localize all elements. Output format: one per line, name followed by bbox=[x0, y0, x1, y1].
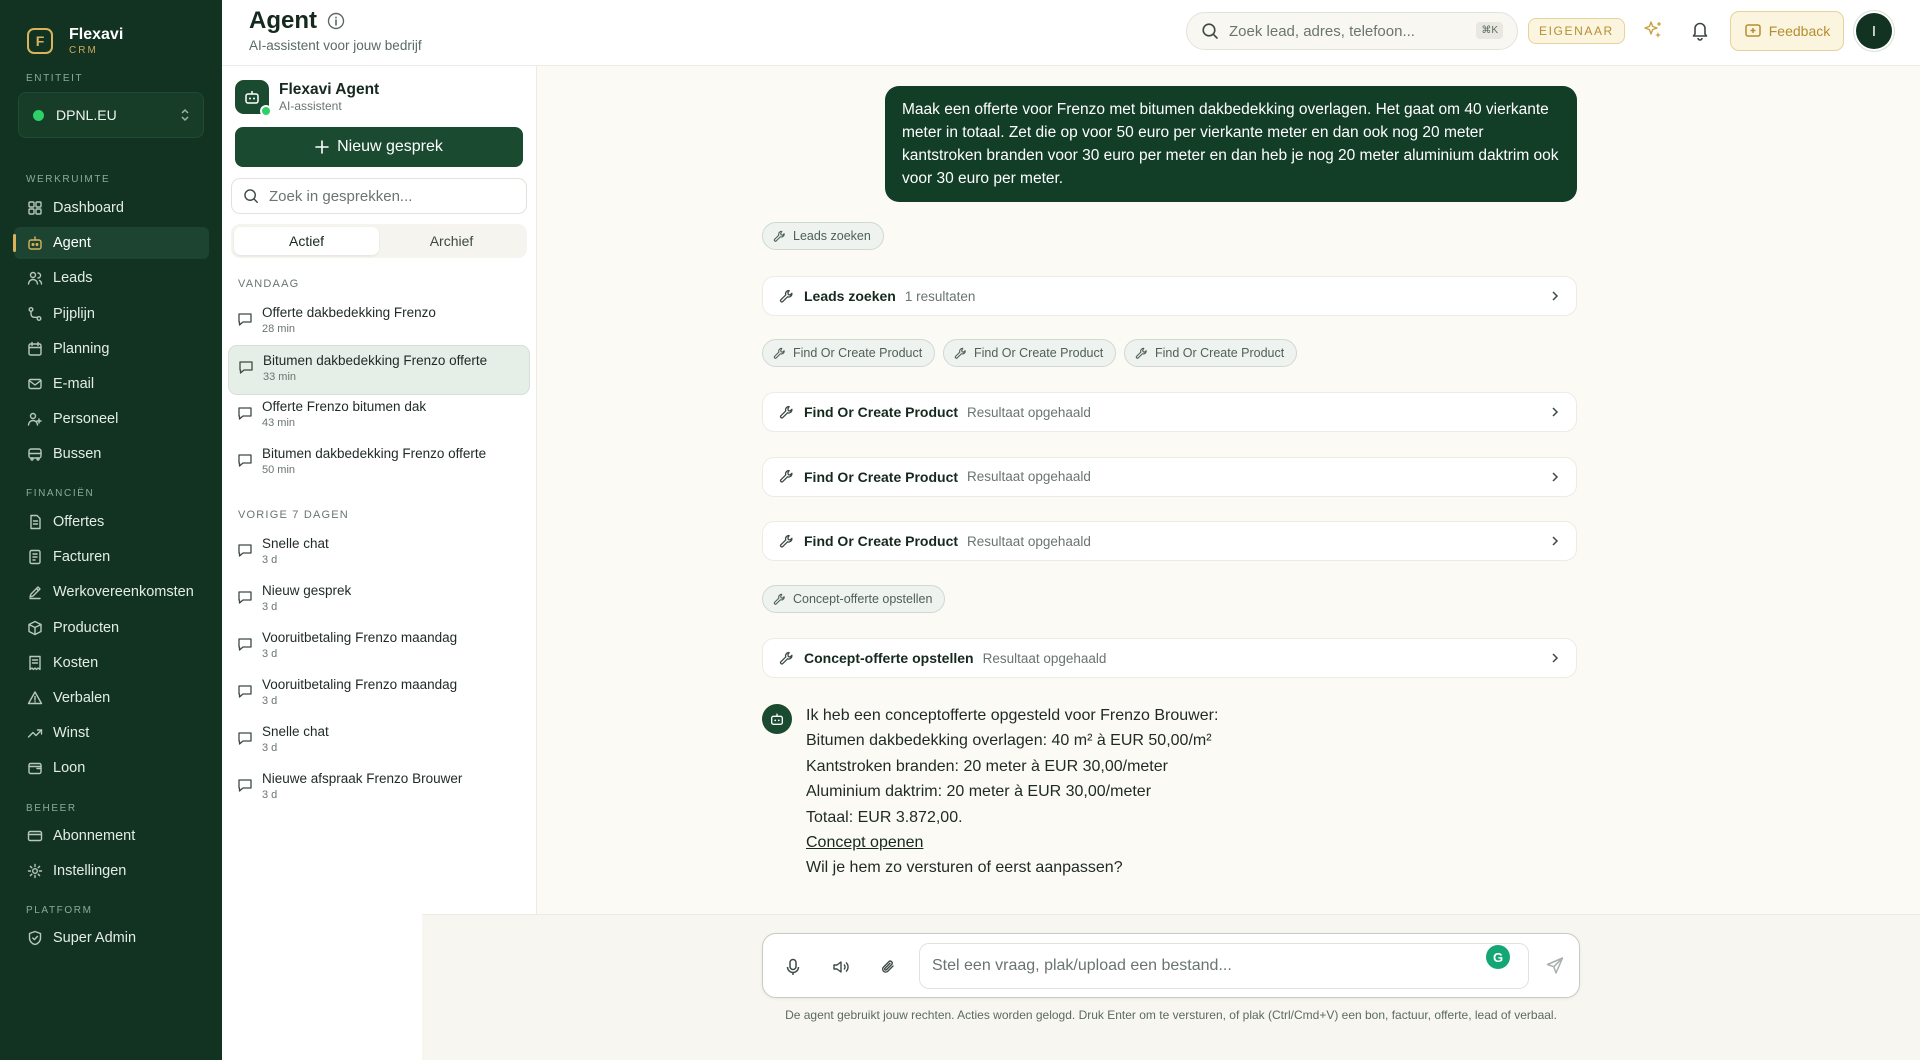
sidebar-item-instellingen[interactable] bbox=[14, 855, 209, 887]
chat-bubble-icon bbox=[237, 542, 253, 558]
users-icon bbox=[27, 270, 43, 286]
chat-thread bbox=[537, 66, 1920, 914]
nav-section-werkruimte: WERKRUIMTE bbox=[26, 174, 111, 185]
conversation-item[interactable] bbox=[228, 392, 530, 442]
sidebar bbox=[0, 0, 222, 1060]
sidebar-item-label: Agent bbox=[53, 235, 91, 252]
conversation-title: Nieuw gesprek bbox=[262, 583, 352, 598]
sidebar-item-e-mail[interactable] bbox=[14, 368, 209, 400]
sidebar-item-werkovereenkomsten[interactable] bbox=[14, 576, 209, 608]
tool-chip bbox=[943, 339, 1116, 367]
staff-icon bbox=[27, 411, 43, 427]
speaker-icon[interactable] bbox=[832, 958, 850, 976]
tool-status: Resultaat opgehaald bbox=[967, 404, 1091, 420]
agent-card bbox=[235, 80, 379, 114]
conversation-item[interactable] bbox=[228, 764, 530, 814]
sidebar-item-label: Super Admin bbox=[53, 930, 137, 946]
conversation-title: Offerte Frenzo bitumen dak bbox=[262, 399, 427, 414]
wrench-icon bbox=[954, 347, 967, 360]
receipt-icon bbox=[27, 655, 43, 671]
conversation-title: Offerte dakbedekking Frenzo bbox=[262, 305, 436, 320]
tool-result-card[interactable] bbox=[762, 392, 1577, 432]
sidebar-item-planning[interactable] bbox=[14, 333, 209, 365]
chat-bubble-icon bbox=[237, 452, 253, 468]
conversation-item[interactable] bbox=[228, 576, 530, 626]
entity-select[interactable] bbox=[18, 92, 204, 138]
conversation-item[interactable] bbox=[228, 345, 530, 395]
assistant-line: Totaal: EUR 3.872,00. bbox=[806, 808, 963, 826]
sidebar-item-label: Abonnement bbox=[53, 828, 136, 844]
global-search-input[interactable] bbox=[1229, 23, 1459, 40]
sidebar-item-label: Producten bbox=[53, 619, 120, 636]
tool-chip-label: Find Or Create Product bbox=[974, 346, 1104, 360]
conversation-item[interactable] bbox=[228, 717, 530, 767]
chat-bubble-icon bbox=[237, 405, 253, 421]
open-concept-link[interactable]: Concept openen bbox=[806, 834, 924, 852]
agent-name: Flexavi Agent bbox=[279, 81, 380, 98]
brand-name: Flexavi bbox=[69, 26, 124, 43]
chat-bubble-icon bbox=[237, 311, 253, 327]
bot-icon bbox=[27, 235, 43, 251]
sidebar-item-label: Planning bbox=[53, 340, 110, 357]
conversation-time: 3 d bbox=[262, 695, 278, 707]
send-icon[interactable] bbox=[1545, 955, 1565, 975]
conversation-time: 3 d bbox=[262, 648, 278, 660]
tool-name: Find Or Create Product bbox=[804, 468, 959, 485]
sidebar-item-label: Facturen bbox=[53, 549, 111, 566]
bot-icon bbox=[243, 88, 261, 106]
conversation-title: Bitumen dakbedekking Frenzo offerte bbox=[262, 446, 487, 461]
calendar-icon bbox=[27, 341, 43, 357]
assistant-line: Aluminium daktrim: 20 meter à EUR 30,00/meter bbox=[806, 783, 1152, 801]
tool-chip bbox=[762, 339, 935, 367]
tab-actief[interactable]: Actief bbox=[234, 227, 379, 255]
sidebar-item-facturen[interactable] bbox=[14, 541, 209, 573]
chat-bubble-icon bbox=[238, 359, 254, 375]
conversation-time: 3 d bbox=[262, 601, 278, 613]
conversation-item[interactable] bbox=[228, 529, 530, 579]
invoice-icon bbox=[27, 549, 43, 565]
tool-result-card[interactable] bbox=[762, 638, 1577, 678]
chat-bubble-icon bbox=[237, 777, 253, 793]
search-icon bbox=[1201, 22, 1219, 40]
sidebar-item-offertes[interactable] bbox=[14, 506, 209, 538]
tool-result-card[interactable] bbox=[762, 276, 1577, 316]
conversation-title: Snelle chat bbox=[262, 536, 329, 551]
wrench-icon bbox=[773, 593, 786, 606]
chevron-updown-icon bbox=[179, 107, 191, 123]
sidebar-item-label: Verbalen bbox=[53, 690, 111, 706]
conversation-title: Nieuwe afspraak Frenzo Brouwer bbox=[262, 771, 463, 786]
flexavi-logo-icon: F bbox=[27, 28, 53, 54]
tool-status: Resultaat opgehaald bbox=[982, 650, 1107, 666]
new-conversation-button[interactable] bbox=[235, 127, 523, 167]
status-dot-icon bbox=[33, 110, 44, 121]
message-composer bbox=[762, 933, 1580, 998]
tool-status: Resultaat opgehaald bbox=[967, 469, 1091, 484]
wrench-icon bbox=[779, 534, 794, 549]
conversation-time: 3 d bbox=[262, 789, 278, 801]
sidebar-item-winst[interactable] bbox=[14, 717, 209, 749]
trend-icon bbox=[27, 725, 43, 741]
conversation-panel bbox=[222, 66, 537, 1060]
tool-name: Concept-offerte opstellen bbox=[804, 650, 974, 666]
feedback-icon bbox=[1744, 22, 1762, 40]
wrench-icon bbox=[773, 347, 786, 360]
card-icon bbox=[27, 828, 43, 844]
chevron-right-icon bbox=[1548, 470, 1562, 484]
wrench-icon bbox=[779, 289, 794, 304]
tool-name: Find Or Create Product bbox=[804, 533, 959, 549]
sidebar-item-label: Loon bbox=[53, 760, 86, 777]
conversation-title: Vooruitbetaling Frenzo maandag bbox=[262, 677, 458, 692]
search-shortcut: ⌘K bbox=[1476, 22, 1503, 39]
shield-icon bbox=[27, 930, 43, 946]
new-conversation-label: Nieuw gesprek bbox=[337, 138, 443, 155]
pipeline-icon bbox=[27, 306, 43, 322]
conversation-item[interactable] bbox=[228, 298, 530, 348]
assistant-line: Bitumen dakbedekking overlagen: 40 m² à EUR 50,00/m² bbox=[806, 732, 1212, 750]
group-label-week: VORIGE 7 DAGEN bbox=[238, 509, 349, 521]
sidebar-item-label: Offertes bbox=[53, 514, 105, 530]
sidebar-item-label: Bussen bbox=[53, 446, 102, 463]
tool-chip bbox=[762, 585, 945, 613]
chevron-right-icon bbox=[1548, 534, 1562, 548]
assistant-message bbox=[806, 703, 1218, 881]
wrench-icon bbox=[779, 469, 794, 484]
sidebar-item-label: Kosten bbox=[53, 654, 99, 671]
sidebar-item-agent[interactable] bbox=[14, 227, 209, 259]
chat-bubble-icon bbox=[237, 683, 253, 699]
page-title-text: Agent bbox=[249, 7, 317, 34]
conversation-tabs bbox=[231, 224, 527, 258]
sidebar-item-leads[interactable] bbox=[14, 262, 209, 294]
sidebar-item-label: Leads bbox=[53, 270, 93, 287]
box-icon bbox=[27, 620, 43, 636]
agent-subtitle: AI-assistent bbox=[279, 99, 342, 113]
sidebar-item-abonnement[interactable] bbox=[14, 820, 209, 852]
feedback-label: Feedback bbox=[1768, 23, 1831, 39]
sidebar-item-kosten[interactable] bbox=[14, 647, 209, 679]
user-message: Maak een offerte voor Frenzo met bitumen dakbedekking overlagen. Het gaat om 40 vierkante meter in totaal. Zet die op voor 50 euro per vierkante meter en dan ook nog 20 meter kantstroken branden voor 30 euro per meter en dan heb je nog 20 meter aluminium daktrim ook voor 30 euro per meter. bbox=[885, 86, 1577, 202]
conversation-time: 50 min bbox=[262, 464, 296, 476]
page-title bbox=[249, 7, 345, 35]
sidebar-item-label: Werkovereenkomsten bbox=[53, 584, 194, 601]
wrench-icon bbox=[779, 651, 794, 666]
sidebar-item-label: E-mail bbox=[53, 376, 95, 392]
sidebar-item-personeel[interactable] bbox=[14, 403, 209, 435]
chevron-right-icon bbox=[1548, 651, 1562, 665]
conversation-time: 43 min bbox=[262, 417, 296, 429]
assistant-line: Ik heb een conceptofferte opgesteld voor Frenzo Brouwer: bbox=[806, 707, 1219, 724]
wrench-icon bbox=[779, 405, 794, 420]
conversation-title: Snelle chat bbox=[262, 724, 329, 739]
search-icon bbox=[243, 188, 259, 204]
conversation-time: 28 min bbox=[262, 323, 296, 335]
warning-icon bbox=[27, 690, 43, 706]
tool-chip-label: Find Or Create Product bbox=[1155, 346, 1285, 360]
top-header bbox=[222, 0, 1920, 66]
role-badge: EIGENAAR bbox=[1528, 18, 1625, 44]
tool-result-card[interactable] bbox=[762, 457, 1577, 497]
chat-bubble-icon bbox=[237, 636, 253, 652]
tool-chip-label: Leads zoeken bbox=[793, 229, 871, 243]
conversation-item[interactable] bbox=[228, 623, 530, 673]
tab-archief[interactable]: Archief bbox=[429, 233, 474, 249]
bot-icon bbox=[769, 711, 785, 727]
sidebar-item-super-admin[interactable] bbox=[14, 922, 209, 954]
wrench-icon bbox=[773, 230, 786, 243]
group-label-today: VANDAAG bbox=[238, 278, 300, 290]
sidebar-item-verbalen[interactable] bbox=[14, 682, 209, 714]
plus-icon bbox=[315, 140, 329, 154]
agent-avatar bbox=[235, 80, 269, 114]
bus-icon bbox=[27, 446, 43, 462]
conversation-time: 33 min bbox=[263, 371, 297, 383]
assistant-question: Wil je hem zo versturen of eerst aanpassen? bbox=[806, 859, 1123, 877]
conversation-title: Vooruitbetaling Frenzo maandag bbox=[262, 630, 458, 645]
nav-section-financien: FINANCIËN bbox=[26, 488, 95, 499]
grammarly-icon[interactable]: G bbox=[1486, 945, 1510, 969]
microphone-icon[interactable] bbox=[785, 958, 801, 976]
entity-label: ENTITEIT bbox=[26, 73, 84, 84]
chevron-right-icon bbox=[1548, 405, 1562, 419]
feedback-button[interactable] bbox=[1730, 11, 1844, 51]
global-search[interactable] bbox=[1186, 12, 1518, 50]
page-subtitle: AI-assistent voor jouw bedrijf bbox=[249, 38, 422, 53]
tool-chip bbox=[1124, 339, 1297, 367]
assistant-line: Kantstroken branden: 20 meter à EUR 30,00/meter bbox=[806, 757, 1168, 775]
nav-section-platform: PLATFORM bbox=[26, 905, 93, 916]
chat-bubble-icon bbox=[237, 730, 253, 746]
conversation-search[interactable] bbox=[231, 178, 527, 214]
tool-chip bbox=[762, 222, 884, 250]
contract-icon bbox=[27, 584, 43, 600]
message-input[interactable] bbox=[919, 943, 1529, 989]
info-icon[interactable] bbox=[327, 12, 345, 30]
chat-bubble-icon bbox=[237, 589, 253, 605]
sidebar-item-label: Pijplijn bbox=[53, 305, 95, 322]
composer-disclaimer: De agent gebruikt jouw rechten. Acties worden gelogd. Druk Enter om te versturen, of plak (Ctrl/Cmd+V) een bon, factuur, offerte, lead of verbaal. bbox=[785, 1008, 1557, 1022]
sidebar-item-label: Instellingen bbox=[53, 863, 127, 880]
online-status-dot bbox=[260, 105, 272, 117]
assistant-avatar bbox=[762, 704, 792, 734]
sidebar-item-label: Winst bbox=[53, 725, 90, 742]
nav-section-beheer: BEHEER bbox=[26, 803, 77, 814]
tool-name: Leads zoeken bbox=[804, 288, 896, 304]
wallet-icon bbox=[27, 760, 43, 776]
sidebar-item-dashboard[interactable] bbox=[14, 192, 209, 224]
conversation-title: Bitumen dakbedekking Frenzo offerte bbox=[263, 353, 488, 368]
sidebar-item-loon[interactable] bbox=[14, 752, 209, 784]
wrench-icon bbox=[1135, 347, 1148, 360]
user-avatar[interactable]: I bbox=[1856, 13, 1892, 49]
paperclip-icon[interactable] bbox=[880, 958, 896, 976]
tool-name: Find Or Create Product bbox=[804, 404, 959, 420]
tool-chip-label: Find Or Create Product bbox=[793, 346, 923, 360]
conversation-time: 3 d bbox=[262, 554, 278, 566]
dashboard-icon bbox=[27, 200, 43, 216]
chevron-right-icon bbox=[1548, 289, 1562, 303]
quote-icon bbox=[27, 514, 43, 530]
brand[interactable] bbox=[0, 0, 222, 62]
sidebar-item-producten[interactable] bbox=[14, 612, 209, 644]
tool-result-card[interactable] bbox=[762, 521, 1577, 561]
sidebar-item-label: Dashboard bbox=[53, 200, 124, 216]
conversation-search-input[interactable] bbox=[269, 188, 509, 205]
entity-value: DPNL.EU bbox=[56, 107, 117, 123]
conversation-time: 3 d bbox=[262, 742, 278, 754]
bell-icon[interactable] bbox=[1690, 19, 1710, 41]
sidebar-item-pijplijn[interactable] bbox=[14, 298, 209, 330]
gear-icon bbox=[27, 863, 43, 879]
conversation-item[interactable] bbox=[228, 439, 530, 489]
tool-status: Resultaat opgehaald bbox=[967, 533, 1091, 549]
tool-status: 1 resultaten bbox=[904, 288, 976, 304]
tool-chip-label: Concept-offerte opstellen bbox=[793, 592, 933, 606]
conversation-item[interactable] bbox=[228, 670, 530, 720]
sidebar-item-bussen[interactable] bbox=[14, 438, 209, 470]
mail-icon bbox=[27, 376, 43, 392]
brand-sub: CRM bbox=[69, 45, 98, 56]
sparkles-icon[interactable] bbox=[1642, 19, 1664, 41]
sidebar-item-label: Personeel bbox=[53, 411, 119, 428]
